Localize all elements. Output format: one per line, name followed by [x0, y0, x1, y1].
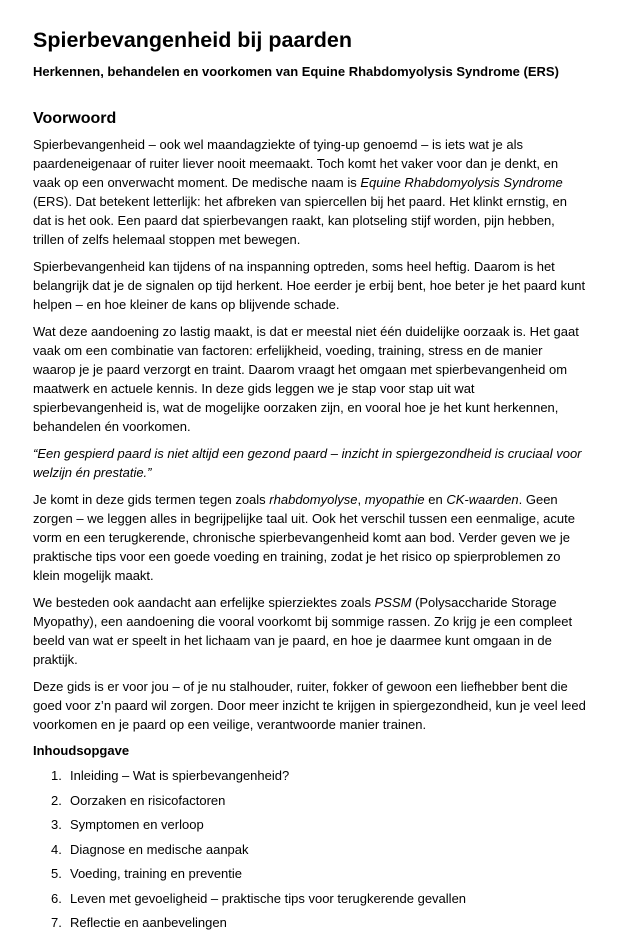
toc-item: 7. Reflectie en aanbevelingen: [51, 915, 227, 930]
emphasis-rhabdomyolyse: rhabdomyolyse: [269, 492, 358, 507]
toc-item: 4. Diagnose en medische aanpak: [51, 841, 249, 857]
paragraph-audience: Deze gids is er voor jou – of je nu stalhouder, ruiter, fokker of gewoon een liefhebber bent die goed voor z’n paard wil zorgen. Door meer inzicht te krijgen in spiergezondheid, kun je veel leed voorkomen en je paard op een veilige, verantwoorde manier trainen.: [33, 679, 586, 732]
toc-item: 6. Leven met gevoeligheid – praktische tips voor terugkerende gevallen: [51, 890, 467, 906]
emphasis-myopathie: myopathie: [364, 492, 425, 507]
pull-quote: “Een gespierd paard is niet altijd een gezond paard – inzicht in spiergezondheid is cruciaal voor welzijn én prestatie.”: [33, 446, 582, 480]
paragraph-pssm: We besteden ook aandacht aan erfelijke spierziektes zoals PSSM (Polysaccharide Storage Myopathy), een aandoening die vooral voorkomt bij sommige rassen. Zo krijg je een compleet beeld van wat er speelt in het lichaam van je paard, en hoe je daarmee kunt omgaan in de praktijk.: [33, 595, 573, 667]
toc-item: 1. Inleiding – Wat is spierbevangenheid?: [51, 768, 290, 783]
emphasis-pssm: PSSM: [374, 595, 412, 610]
section-heading-voorwoord: Voorwoord: [33, 110, 117, 127]
paragraph-intro: Spierbevangenheid – ook wel maandagziekte of tying-up genoemd – is iets wat je als paardeneigenaar of ruiter liever nooit meemaakt. Toch komt het vaker voor dan je denkt, en vaak op een onverwacht moment. De medische naam is Equine Rhabdomyolysis Syndrome (ERS). Dat betekent letterlijk: het afbreken van spiercellen bij het paard. Het klinkt ernstig, en dat is het ook. Een paard dat spierbevangen raakt, kan plotseling stijf worden, pijn hebben, trillen of zelfs helemaal stoppen met bewegen.: [33, 137, 567, 247]
toc-item: 2. Oorzaken en risicofactoren: [51, 792, 226, 808]
toc-heading: Inhoudsopgave: [33, 743, 130, 758]
paragraph-terms: Je komt in deze gids termen tegen zoals rhabdomyolyse, myopathie en CK-waarden. Geen zorgen – we leggen alles in begrijpelijke taal uit. Ook het verschil tussen een eenmalige, acute vorm en een terugkerende, chronische spierbevangenheid komt aan bod. Verder geven we je praktische tips voor een goede voeding en training, zodat je het risico op spierproblemen zo klein mogelijk maakt.: [33, 492, 575, 583]
emphasis-ers: Equine Rhabdomyolysis Syndrome: [360, 175, 563, 190]
document-subtitle: Herkennen, behandelen en voorkomen van Equine Rhabdomyolysis Syndrome (ERS): [33, 64, 559, 79]
table-of-contents: [33, 767, 587, 932]
paragraph-causes: Wat deze aandoening zo lastig maakt, is dat er meestal niet één duidelijke oorzaak is. Het gaat vaak om een combinatie van factoren: erfelijkheid, voeding, training, stress en de manier waarop je je paard verzorgt en traint. Daarom vraagt het omgaan met spierbevangenheid om maatwerk en actuele kennis. In deze gids leggen we je stap voor stap uit wat spierbevangenheid is, wat de mogelijke oorzaken zijn, en vooral hoe je het kunt herkennen, behandelen én voorkomen.: [33, 324, 579, 434]
toc-item: 3. Symptomen en verloop: [51, 817, 204, 832]
paragraph-signals: Spierbevangenheid kan tijdens of na inspanning optreden, soms heel heftig. Daarom is het belangrijk dat je de signalen op tijd herkent. Hoe eerder je erbij bent, hoe beter je het paard kunt helpen – en hoe kleiner de kans op blijvende schade.: [33, 259, 586, 312]
document-title: Spierbevangenheid bij paarden: [33, 28, 352, 52]
toc-item: 5. Voeding, training en preventie: [51, 866, 243, 881]
emphasis-ck-waarden: CK-waarden: [446, 492, 519, 507]
